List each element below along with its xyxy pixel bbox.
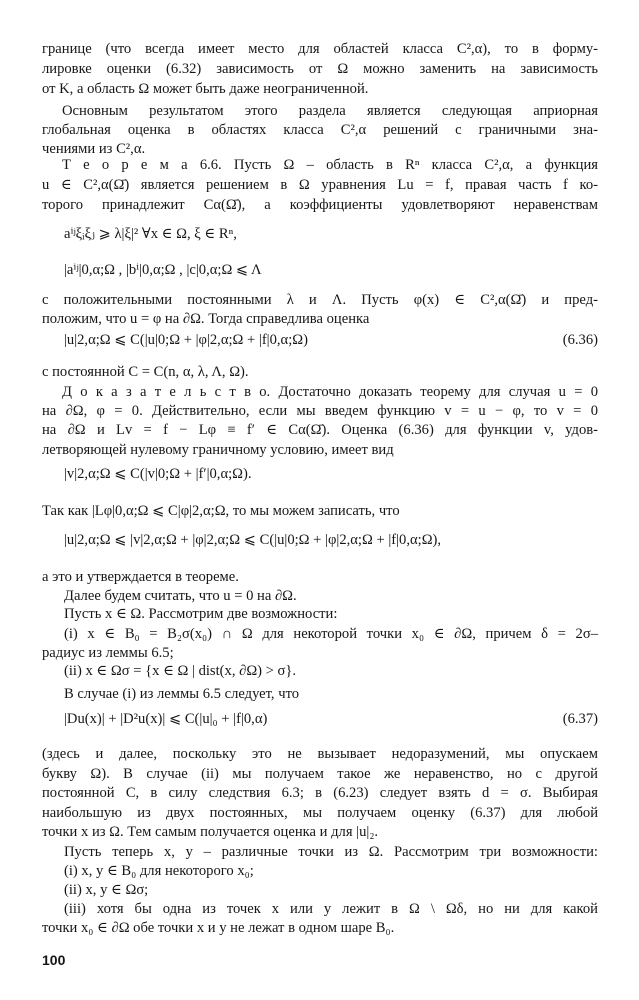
text-line: Пусть теперь x, y – различные точки из Ω. Рассмотрим три возможности: bbox=[64, 844, 598, 860]
text-line: Пусть x ∈ Ω. Рассмотрим две возможности: bbox=[64, 606, 338, 622]
text-line: с положительными постоянными λ и Λ. Пусть φ(x) ∈ C²,α(Ω̄) и пред- bbox=[42, 292, 598, 308]
text-line: границе (что всегда имеет место для областей класса C²,α), то в форму- bbox=[42, 41, 598, 57]
page-number: 100 bbox=[42, 952, 66, 968]
equation-6-36: |u|2,α;Ω ⩽ C(|u|0;Ω + |φ|2,α;Ω + |f|0,α;Ω) bbox=[64, 332, 308, 348]
equation-number: (6.37) bbox=[562, 711, 598, 727]
text-line: торого принадлежит Cα(Ω̄), а коэффициенты удовлетворяют неравенствам bbox=[42, 197, 598, 213]
text-line: (здесь и далее, поскольку это не вызывает недоразумений, мы опускаем bbox=[42, 746, 598, 762]
text-line: радиус из леммы 6.5; bbox=[42, 645, 174, 661]
theorem-heading: Т е о р е м а 6.6. Пусть Ω – область в Rⁿ класса C²,α, а функция bbox=[62, 157, 598, 173]
text-line: наибольшую из двух постоянных, мы получаем оценку (6.37) для любой bbox=[42, 805, 598, 821]
case-i: (i) x ∈ B₀ = B₂σ(x₀) ∩ Ω для некоторой точки x₀ ∈ ∂Ω, причем δ = 2σ– bbox=[64, 626, 598, 642]
case-ii: (ii) x, y ∈ Ωσ; bbox=[64, 882, 149, 898]
text-line: глобальная оценка в областях класса C²,α решений с граничными зна- bbox=[42, 122, 598, 138]
text-line: а это и утверждается в теореме. bbox=[42, 569, 239, 585]
text-line: Так как |Lφ|0,α;Ω ⩽ C|φ|2,α;Ω, то мы можем записать, что bbox=[42, 503, 400, 519]
equation-v-estimate: |v|2,α;Ω ⩽ C(|v|0;Ω + |f′|0,α;Ω). bbox=[64, 466, 252, 482]
text-line: на ∂Ω, φ = 0. Действительно, если мы введем функцию v = u − φ, то v = 0 bbox=[42, 403, 598, 419]
text-line: летворяющей нулевому граничному условию, имеет вид bbox=[42, 442, 394, 458]
case-iii: (iii) хотя бы одна из точек x или y лежит в Ω \ Ωδ, но ни для какой bbox=[64, 901, 598, 917]
text-line: u ∈ C²,α(Ω̄) является решением в Ω уравнения Lu = f, правая часть f ко- bbox=[42, 177, 598, 193]
case-i: (i) x, y ∈ B₀ для некоторого x₀; bbox=[64, 863, 254, 879]
text-line: букву Ω). В случае (ii) мы получаем такое же неравенство, но с другой bbox=[42, 766, 598, 782]
proof-heading: Д о к а з а т е л ь с т в о. Достаточно доказать теорему для случая u = 0 bbox=[62, 384, 598, 400]
inequality-ellipticity: aⁱʲξᵢξⱼ ⩾ λ|ξ|² ∀x ∈ Ω, ξ ∈ Rⁿ, bbox=[64, 226, 237, 242]
equation-row bbox=[42, 331, 598, 349]
text-line: на ∂Ω и Lv = f − Lφ ≡ f′ ∈ Cα(Ω̄). Оценка (6.36) для функции v, удов- bbox=[42, 422, 598, 438]
text-line: чениями из C²,α. bbox=[42, 141, 146, 157]
text-line: с постоянной C = C(n, α, λ, Λ, Ω). bbox=[42, 364, 249, 380]
equation-number: (6.36) bbox=[562, 332, 598, 348]
inequality-coefficient-bounds: |aⁱʲ|0,α;Ω , |bⁱ|0,α;Ω , |c|0,α;Ω ⩽ Λ bbox=[64, 262, 262, 278]
paragraph-first-line: Основным результатом этого раздела является следующая априорная bbox=[62, 103, 598, 119]
equation-6-37: |Du(x)| + |D²u(x)| ⩽ C(|u|₀ + |f|0,α) bbox=[64, 711, 268, 727]
text-line: постоянной C, в силу следствия 6.3; в (6.23) следует взять d = σ. Выбирая bbox=[42, 785, 598, 801]
text-line: от K, а область Ω может быть даже неограниченной. bbox=[42, 81, 369, 97]
case-ii: (ii) x ∈ Ωσ = {x ∈ Ω | dist(x, ∂Ω) > σ}. bbox=[64, 663, 297, 679]
text-line: Далее будем считать, что u = 0 на ∂Ω. bbox=[64, 588, 297, 604]
text-line: точки x из Ω. Тем самым получается оценка и для |u|₂. bbox=[42, 824, 379, 840]
text-line: лировке оценки (6.32) зависимость от Ω можно заменить на зависимость bbox=[42, 61, 598, 77]
text-line: В случае (i) из леммы 6.5 следует, что bbox=[64, 686, 300, 702]
equation-u-chain: |u|2,α;Ω ⩽ |v|2,α;Ω + |φ|2,α;Ω ⩽ C(|u|0;Ω + |φ|2,α;Ω + |f|0,α;Ω), bbox=[64, 532, 442, 548]
text-line: положим, что u = φ на ∂Ω. Тогда справедлива оценка bbox=[42, 311, 370, 327]
text-line: точки x₀ ∈ ∂Ω обе точки x и y не лежат в одном шаре B₀. bbox=[42, 920, 395, 936]
equation-row bbox=[42, 710, 598, 728]
